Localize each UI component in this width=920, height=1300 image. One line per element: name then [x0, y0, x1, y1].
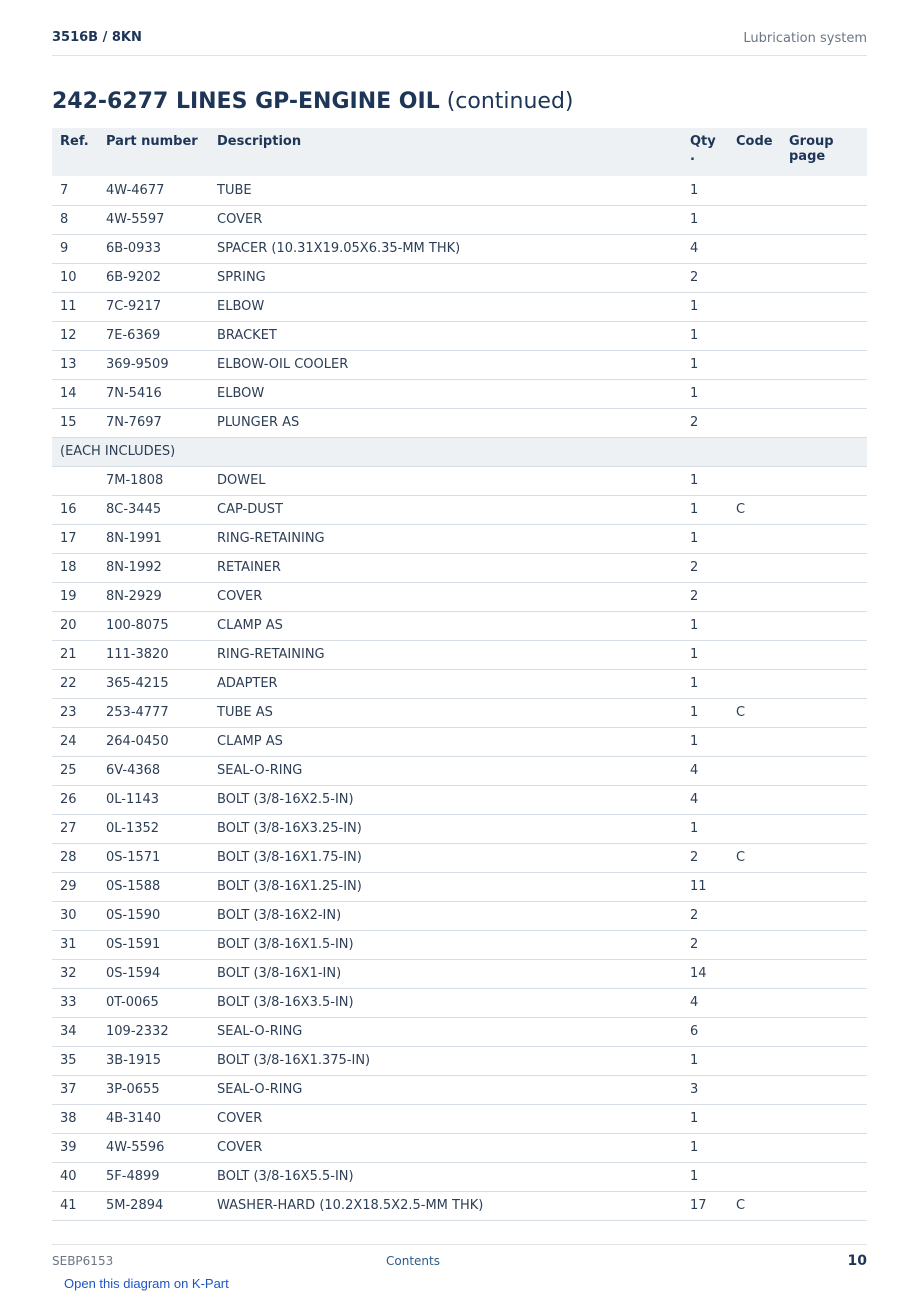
cell-part-number: 4W-4677: [98, 176, 209, 205]
cell-group-page: [781, 1046, 867, 1075]
kpart-link[interactable]: Open this diagram on K-Part: [64, 1276, 229, 1291]
cell-qty: 6: [682, 1017, 728, 1046]
cell-description: CLAMP AS: [209, 611, 682, 640]
cell-code: [728, 901, 781, 930]
cell-description: RETAINER: [209, 553, 682, 582]
cell-group-page: [781, 408, 867, 437]
table-row: [52, 321, 867, 350]
cell-part-number: 7M-1808: [98, 466, 209, 495]
cell-group-page: [781, 785, 867, 814]
cell-ref: 26: [52, 785, 98, 814]
cell-part-number: 4W-5597: [98, 205, 209, 234]
table-body: [52, 176, 867, 1220]
table-row: [52, 814, 867, 843]
cell-ref: 8: [52, 205, 98, 234]
cell-part-number: 109-2332: [98, 1017, 209, 1046]
cell-part-number: 0S-1591: [98, 930, 209, 959]
cell-ref: 7: [52, 176, 98, 205]
cell-qty: 1: [682, 727, 728, 756]
cell-group-page: [781, 756, 867, 785]
cell-description: CLAMP AS: [209, 727, 682, 756]
cell-group-page: [781, 234, 867, 263]
cell-qty: 1: [682, 640, 728, 669]
cell-description: SEAL-O-RING: [209, 756, 682, 785]
cell-qty: 1: [682, 669, 728, 698]
cell-part-number: 5M-2894: [98, 1191, 209, 1220]
cell-description: BOLT (3/8-16X2-IN): [209, 901, 682, 930]
cell-ref: 19: [52, 582, 98, 611]
cell-qty: 1: [682, 379, 728, 408]
cell-code: [728, 930, 781, 959]
cell-code: [728, 785, 781, 814]
cell-group-page: [781, 176, 867, 205]
cell-description: SPRING: [209, 263, 682, 292]
cell-part-number: 100-8075: [98, 611, 209, 640]
cell-part-number: 0S-1590: [98, 901, 209, 930]
cell-ref: 34: [52, 1017, 98, 1046]
cell-qty: 2: [682, 930, 728, 959]
cell-group-page: [781, 553, 867, 582]
table-row: [52, 930, 867, 959]
cell-description: ADAPTER: [209, 669, 682, 698]
cell-ref: 15: [52, 408, 98, 437]
cell-description: BOLT (3/8-16X1-IN): [209, 959, 682, 988]
cell-ref: 28: [52, 843, 98, 872]
cell-ref: 32: [52, 959, 98, 988]
cell-group-page: [781, 1075, 867, 1104]
cell-qty: 1: [682, 495, 728, 524]
cell-part-number: 4W-5596: [98, 1133, 209, 1162]
page-footer: [52, 1244, 867, 1269]
cell-group-page: [781, 321, 867, 350]
cell-part-number: 365-4215: [98, 669, 209, 698]
cell-ref: 22: [52, 669, 98, 698]
cell-description: COVER: [209, 1133, 682, 1162]
cell-description: SPACER (10.31X19.05X6.35-MM THK): [209, 234, 682, 263]
cell-code: [728, 611, 781, 640]
cell-group-page: [781, 930, 867, 959]
cell-code: [728, 234, 781, 263]
contents-link[interactable]: Contents: [386, 1254, 440, 1268]
cell-code: [728, 988, 781, 1017]
cell-part-number: 369-9509: [98, 350, 209, 379]
table-row: [52, 176, 867, 205]
cell-description: BOLT (3/8-16X2.5-IN): [209, 785, 682, 814]
cell-ref: 17: [52, 524, 98, 553]
cell-part-number: 7E-6369: [98, 321, 209, 350]
group-title: 242-6277 LINES GP-ENGINE OIL: [52, 89, 440, 114]
cell-qty: 2: [682, 901, 728, 930]
cell-ref: 41: [52, 1191, 98, 1220]
cell-description: TUBE AS: [209, 698, 682, 727]
cell-group-page: [781, 582, 867, 611]
cell-description: COVER: [209, 1104, 682, 1133]
cell-ref: 18: [52, 553, 98, 582]
table-row: [52, 872, 867, 901]
table-row: [52, 785, 867, 814]
cell-ref: [52, 466, 98, 495]
cell-qty: 1: [682, 1133, 728, 1162]
cell-code: C: [728, 843, 781, 872]
doc-id: SEBP6153: [52, 1254, 114, 1268]
col-qty-line2: .: [690, 149, 695, 164]
cell-ref: 16: [52, 495, 98, 524]
col-group-line1: Group: [789, 134, 834, 149]
page-title: [52, 89, 574, 114]
cell-group-page: [781, 1133, 867, 1162]
cell-part-number: 0L-1352: [98, 814, 209, 843]
cell-qty: 4: [682, 234, 728, 263]
cell-code: [728, 872, 781, 901]
cell-code: [728, 408, 781, 437]
cell-group-page: [781, 611, 867, 640]
table-row: [52, 1017, 867, 1046]
cell-qty: 1: [682, 1162, 728, 1191]
cell-part-number: 0S-1594: [98, 959, 209, 988]
cell-part-number: 0S-1571: [98, 843, 209, 872]
table-row: [52, 553, 867, 582]
cell-code: [728, 756, 781, 785]
cell-ref: 21: [52, 640, 98, 669]
cell-part-number: 8N-2929: [98, 582, 209, 611]
cell-part-number: 0T-0065: [98, 988, 209, 1017]
cell-part-number: 7N-5416: [98, 379, 209, 408]
cell-qty: 11: [682, 872, 728, 901]
cell-ref: 14: [52, 379, 98, 408]
cell-qty: 17: [682, 1191, 728, 1220]
cell-code: [728, 524, 781, 553]
section-label: Lubrication system: [743, 31, 867, 46]
cell-group-page: [781, 959, 867, 988]
col-ref: Ref.: [52, 128, 98, 176]
cell-code: C: [728, 1191, 781, 1220]
cell-ref: 23: [52, 698, 98, 727]
cell-code: [728, 959, 781, 988]
cell-code: [728, 1162, 781, 1191]
table-row: [52, 640, 867, 669]
cell-group-page: [781, 988, 867, 1017]
col-group-page: [781, 128, 867, 176]
cell-part-number: 0L-1143: [98, 785, 209, 814]
table-header-row: [52, 128, 867, 176]
cell-qty: 2: [682, 582, 728, 611]
cell-part-number: 8N-1992: [98, 553, 209, 582]
cell-ref: 10: [52, 263, 98, 292]
table-row: [52, 234, 867, 263]
cell-group-page: [781, 1104, 867, 1133]
cell-qty: 4: [682, 988, 728, 1017]
cell-description: ELBOW-OIL COOLER: [209, 350, 682, 379]
cell-ref: 33: [52, 988, 98, 1017]
col-description: Description: [209, 128, 682, 176]
cell-qty: 14: [682, 959, 728, 988]
cell-ref: 40: [52, 1162, 98, 1191]
cell-description: SEAL-O-RING: [209, 1017, 682, 1046]
cell-description: ELBOW: [209, 292, 682, 321]
cell-qty: 3: [682, 1075, 728, 1104]
table-row: [52, 292, 867, 321]
cell-qty: 1: [682, 350, 728, 379]
cell-description: BOLT (3/8-16X3.5-IN): [209, 988, 682, 1017]
cell-part-number: 264-0450: [98, 727, 209, 756]
cell-group-page: [781, 843, 867, 872]
col-part-number: Part number: [98, 128, 209, 176]
cell-group-page: [781, 495, 867, 524]
table-row: [52, 350, 867, 379]
cell-qty: 1: [682, 611, 728, 640]
cell-group-page: [781, 466, 867, 495]
cell-qty: 1: [682, 1104, 728, 1133]
cell-qty: 1: [682, 321, 728, 350]
table-row: [52, 1191, 867, 1220]
cell-code: [728, 292, 781, 321]
cell-code: [728, 321, 781, 350]
cell-part-number: 0S-1588: [98, 872, 209, 901]
cell-code: [728, 466, 781, 495]
cell-part-number: 253-4777: [98, 698, 209, 727]
cell-part-number: 7N-7697: [98, 408, 209, 437]
cell-group-page: [781, 292, 867, 321]
cell-ref: 37: [52, 1075, 98, 1104]
cell-group-page: [781, 1162, 867, 1191]
table-row: [52, 466, 867, 495]
cell-group-page: [781, 814, 867, 843]
cell-ref: 13: [52, 350, 98, 379]
table-row: [52, 611, 867, 640]
cell-qty: 1: [682, 1046, 728, 1075]
cell-part-number: 4B-3140: [98, 1104, 209, 1133]
cell-ref: 27: [52, 814, 98, 843]
cell-ref: 20: [52, 611, 98, 640]
cell-code: C: [728, 495, 781, 524]
subheading-text: (EACH INCLUDES): [52, 437, 867, 466]
cell-part-number: 8C-3445: [98, 495, 209, 524]
table-row: [52, 495, 867, 524]
cell-ref: 25: [52, 756, 98, 785]
cell-part-number: 6V-4368: [98, 756, 209, 785]
cell-part-number: 6B-9202: [98, 263, 209, 292]
page-number: 10: [847, 1253, 867, 1269]
cell-description: RING-RETAINING: [209, 640, 682, 669]
cell-qty: 1: [682, 292, 728, 321]
table-row: [52, 1133, 867, 1162]
cell-ref: 30: [52, 901, 98, 930]
cell-group-page: [781, 379, 867, 408]
cell-part-number: 8N-1991: [98, 524, 209, 553]
cell-ref: 38: [52, 1104, 98, 1133]
cell-qty: 1: [682, 698, 728, 727]
cell-qty: 1: [682, 176, 728, 205]
cell-group-page: [781, 263, 867, 292]
cell-description: PLUNGER AS: [209, 408, 682, 437]
cell-qty: 2: [682, 843, 728, 872]
cell-part-number: 5F-4899: [98, 1162, 209, 1191]
col-code: Code: [728, 128, 781, 176]
table-row: [52, 901, 867, 930]
cell-part-number: 3B-1915: [98, 1046, 209, 1075]
cell-code: [728, 1104, 781, 1133]
table-row: [52, 843, 867, 872]
cell-code: [728, 640, 781, 669]
cell-qty: 2: [682, 408, 728, 437]
cell-description: BOLT (3/8-16X1.25-IN): [209, 872, 682, 901]
col-qty: [682, 128, 728, 176]
cell-group-page: [781, 350, 867, 379]
cell-code: [728, 1046, 781, 1075]
cell-description: ELBOW: [209, 379, 682, 408]
cell-description: BOLT (3/8-16X3.25-IN): [209, 814, 682, 843]
cell-code: [728, 727, 781, 756]
cell-code: [728, 582, 781, 611]
cell-code: [728, 1075, 781, 1104]
cell-group-page: [781, 1017, 867, 1046]
cell-ref: 11: [52, 292, 98, 321]
cell-ref: 31: [52, 930, 98, 959]
cell-description: BOLT (3/8-16X1.375-IN): [209, 1046, 682, 1075]
cell-description: RING-RETAINING: [209, 524, 682, 553]
cell-qty: 1: [682, 205, 728, 234]
col-group-line2: page: [789, 149, 826, 164]
cell-description: WASHER-HARD (10.2X18.5X2.5-MM THK): [209, 1191, 682, 1220]
cell-code: [728, 350, 781, 379]
cell-group-page: [781, 901, 867, 930]
table-row: [52, 959, 867, 988]
cell-qty: 2: [682, 553, 728, 582]
cell-code: [728, 669, 781, 698]
cell-qty: 2: [682, 263, 728, 292]
cell-description: BOLT (3/8-16X5.5-IN): [209, 1162, 682, 1191]
cell-part-number: 3P-0655: [98, 1075, 209, 1104]
cell-qty: 4: [682, 785, 728, 814]
parts-table: [52, 128, 867, 1221]
cell-code: [728, 814, 781, 843]
cell-qty: 1: [682, 466, 728, 495]
table-row: [52, 524, 867, 553]
table-row: [52, 582, 867, 611]
cell-group-page: [781, 205, 867, 234]
cell-group-page: [781, 1191, 867, 1220]
table-row: [52, 988, 867, 1017]
cell-group-page: [781, 872, 867, 901]
page-header: [52, 28, 867, 56]
cell-ref: 12: [52, 321, 98, 350]
cell-qty: 1: [682, 814, 728, 843]
cell-ref: 35: [52, 1046, 98, 1075]
cell-qty: 4: [682, 756, 728, 785]
cell-description: BOLT (3/8-16X1.5-IN): [209, 930, 682, 959]
cell-description: BOLT (3/8-16X1.75-IN): [209, 843, 682, 872]
table-row: [52, 727, 867, 756]
cell-code: [728, 205, 781, 234]
table-row: [52, 1162, 867, 1191]
cell-group-page: [781, 698, 867, 727]
cell-description: CAP-DUST: [209, 495, 682, 524]
cell-qty: 1: [682, 524, 728, 553]
table-row: [52, 263, 867, 292]
table-row: [52, 756, 867, 785]
table-row: [52, 379, 867, 408]
table-row: [52, 1046, 867, 1075]
cell-description: COVER: [209, 205, 682, 234]
table-row: [52, 698, 867, 727]
table-row: [52, 205, 867, 234]
cell-ref: 39: [52, 1133, 98, 1162]
cell-description: BRACKET: [209, 321, 682, 350]
table-row: [52, 1075, 867, 1104]
cell-part-number: 7C-9217: [98, 292, 209, 321]
cell-description: SEAL-O-RING: [209, 1075, 682, 1104]
cell-code: [728, 379, 781, 408]
cell-part-number: 111-3820: [98, 640, 209, 669]
cell-group-page: [781, 640, 867, 669]
cell-ref: 29: [52, 872, 98, 901]
cell-group-page: [781, 524, 867, 553]
table-subheading-row: [52, 437, 867, 466]
table-row: [52, 1104, 867, 1133]
cell-part-number: 6B-0933: [98, 234, 209, 263]
cell-group-page: [781, 669, 867, 698]
table-row: [52, 669, 867, 698]
cell-code: [728, 176, 781, 205]
cell-ref: 9: [52, 234, 98, 263]
table-row: [52, 408, 867, 437]
cell-code: C: [728, 698, 781, 727]
title-suffix: (continued): [439, 89, 574, 114]
cell-description: COVER: [209, 582, 682, 611]
col-qty-line1: Qty: [690, 134, 716, 149]
cell-code: [728, 553, 781, 582]
cell-group-page: [781, 727, 867, 756]
cell-description: DOWEL: [209, 466, 682, 495]
cell-code: [728, 1133, 781, 1162]
cell-ref: 24: [52, 727, 98, 756]
cell-code: [728, 263, 781, 292]
cell-description: TUBE: [209, 176, 682, 205]
cell-code: [728, 1017, 781, 1046]
model-label: 3516B / 8KN: [52, 30, 142, 45]
